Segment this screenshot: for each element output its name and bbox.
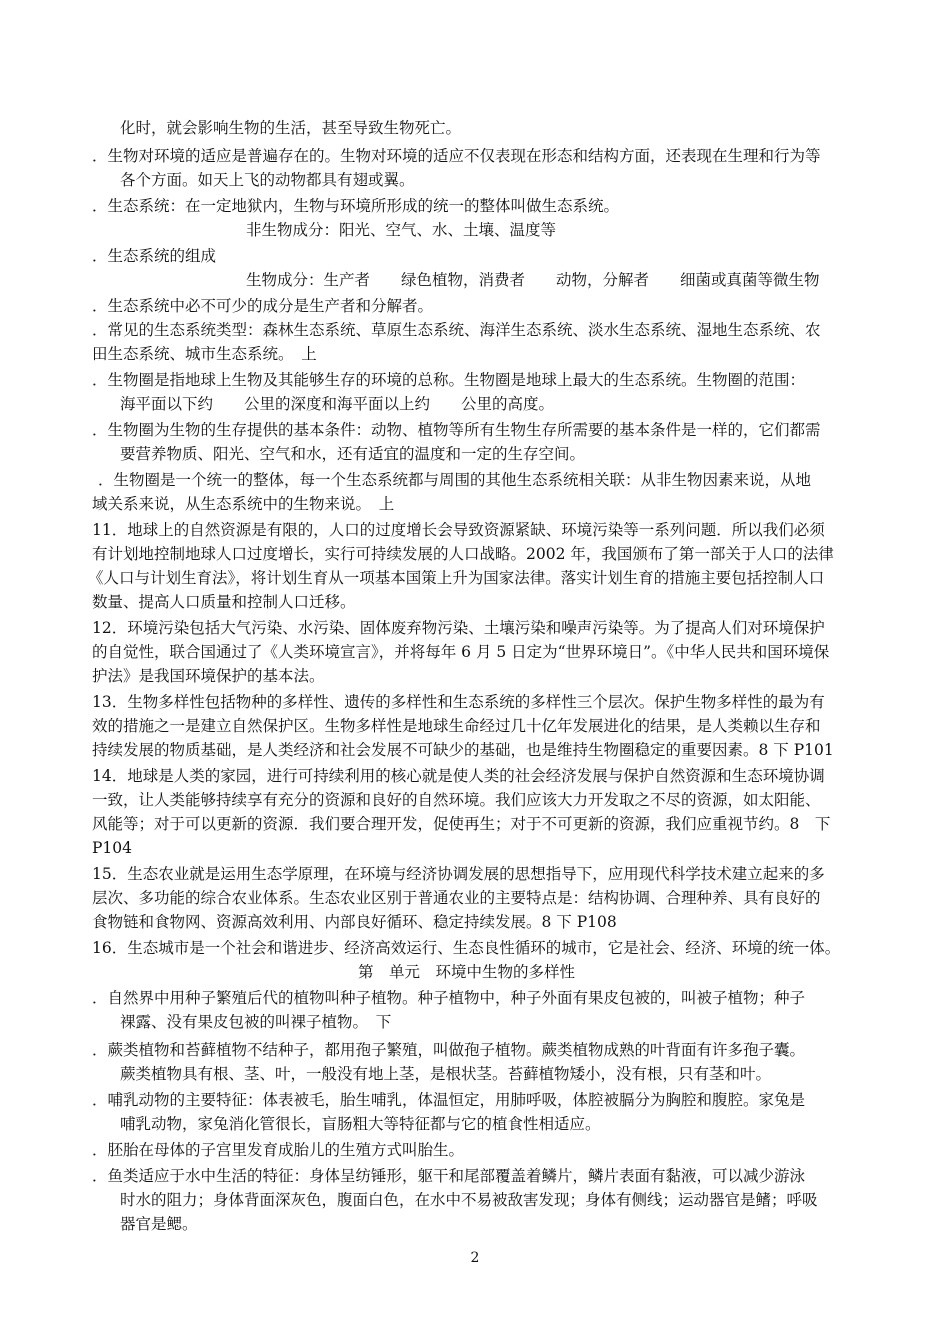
- text-line: 风能等；对于可以更新的资源．我们要合理开发，促使再生；对于不可更新的资源，我们应重视节约。8 下: [92, 815, 831, 833]
- section-heading: 第 单元 环境中生物的多样性: [358, 963, 576, 981]
- text-line: 器官是鳃。: [120, 1215, 198, 1233]
- text-line: ．生物圈是一个统一的整体，每一个生态系统都与周围的其他生态系统相关联：从非生物因素来说，从地: [98, 471, 812, 489]
- text-line: 要营养物质、阳光、空气和水，还有适宜的温度和一定的生存空间。: [120, 445, 586, 463]
- text-line: 域关系来说，从生态系统中的生物来说。 上: [92, 495, 395, 513]
- text-line: ．生态系统中必不可少的成分是生产者和分解者。: [92, 297, 434, 315]
- text-line: 11．地球上的自然资源是有限的，人口的过度增长会导致资源紧缺、环境污染等一系列问题．所以我们必须: [92, 521, 825, 539]
- text-line: 各个方面。如天上飞的动物都具有翅或翼。: [120, 171, 415, 189]
- text-line: 食物链和食物网、资源高效利用、内部良好循环、稳定持续发展。8 下 P108: [92, 913, 617, 931]
- text-line: 有计划地控制地球人口过度增长，实行可持续发展的人口战略。2002 年，我国颁布了第一部关于人口的法律: [92, 545, 834, 563]
- text-line: ．常见的生态系统类型：森林生态系统、草原生态系统、海洋生态系统、淡水生态系统、湿地生态系统、农: [92, 321, 821, 339]
- text-line: 哺乳动物，家兔消化管很长，盲肠粗大等特征都与它的植食性相适应。: [120, 1115, 601, 1133]
- text-line: 效的措施之一是建立自然保护区。生物多样性是地球生命经过几十亿年发展进化的结果，是人类赖以生存和: [92, 717, 821, 735]
- text-line: 14．地球是人类的家园，进行可持续利用的核心就是使人类的社会经济发展与保护自然资源和生态环境协调: [92, 767, 825, 785]
- text-line: 16．生态城市是一个社会和谐进步、经济高效运行、生态良性循环的城市，它是社会、经济、环境的统一体。: [92, 939, 841, 957]
- text-line: 护法》是我国环境保护的基本法。: [92, 667, 325, 685]
- text-line: 15．生态农业就是运用生态学原理，在环境与经济协调发展的思想指导下，应用现代科学技术建立起来的多: [92, 865, 825, 883]
- text-line: ．生态系统的组成: [92, 247, 217, 265]
- text-line: 生物成分：生产者 绿色植物，消费者 动物，分解者 细菌或真菌等微生物: [246, 271, 820, 289]
- text-line: ．生物对环境的适应是普遍存在的。生物对环境的适应不仅表现在形态和结构方面，还表现在生理和行为等: [92, 147, 821, 165]
- text-line: ．鱼类适应于水中生活的特征：身体呈纺锤形，躯干和尾部覆盖着鳞片，鳞片表面有黏液，可以减少游泳: [92, 1167, 806, 1185]
- text-line: 《人口与计划生育法》，将计划生育从一项基本国策上升为国家法律。落实计划生育的措施主要包括控制人口: [88, 569, 825, 587]
- text-line: ．自然界中用种子繁殖后代的植物叫种子植物。种子植物中，种子外面有果皮包被的，叫被子植物；种子: [92, 989, 806, 1007]
- text-line: ．生态系统：在一定地狱内，生物与环境所形成的统一的整体叫做生态系统。: [92, 197, 620, 215]
- text-line: 13．生物多样性包括物种的多样性、遗传的多样性和生态系统的多样性三个层次。保护生物多样性的最为有: [92, 693, 825, 711]
- text-line: ．哺乳动物的主要特征：体表被毛，胎生哺乳，体温恒定，用肺呼吸，体腔被膈分为胸腔和腹腔。家兔是: [92, 1091, 806, 1109]
- text-line: 数量、提高人口质量和控制人口迁移。: [92, 593, 356, 611]
- text-line: P104: [92, 839, 133, 857]
- text-line: 时水的阻力；身体背面深灰色，腹面白色，在水中不易被敌害发现；身体有侧线；运动器官是鳍；呼吸: [120, 1191, 818, 1209]
- text-line: 12．环境污染包括大气污染、水污染、固体废弃物污染、土壤污染和噪声污染等。为了提高人们对环境保护: [92, 619, 825, 637]
- text-line: 蕨类植物具有根、茎、叶，一般没有地上茎，是根状茎。苔藓植物矮小，没有根，只有茎和叶。: [120, 1065, 772, 1083]
- text-line: 裸露、没有果皮包被的叫裸子植物。 下: [120, 1013, 392, 1031]
- text-line: ．生物圈为生物的生存提供的基本条件：动物、植物等所有生物生存所需要的基本条件是一样的，它们都需: [92, 421, 821, 439]
- text-line: 持续发展的物质基础，是人类经济和社会发展不可缺少的基础，也是维持生物圈稳定的重要因素。8 下 P101: [92, 741, 834, 759]
- text-line: 层次、多功能的综合农业体系。生态农业区别于普通农业的主要特点是：结构协调、合理种养、具有良好的: [92, 889, 821, 907]
- text-line: 海平面以下约 公里的深度和海平面以上约 公里的高度。: [120, 395, 555, 413]
- text-line: 田生态系统、城市生态系统。 上: [92, 345, 317, 363]
- text-line: 一致，让人类能够持续享有充分的资源和良好的自然环境。我们应该大力开发取之不尽的资源，如太阳能、: [92, 791, 821, 809]
- text-line: ．胚胎在母体的子宫里发育成胎儿的生殖方式叫胎生。: [92, 1141, 465, 1159]
- text-line: 化时，就会影响生物的生活，甚至导致生物死亡。: [120, 119, 462, 137]
- text-line: 非生物成分：阳光、空气、水、土壤、温度等: [246, 221, 557, 239]
- page-number: 2: [470, 1250, 480, 1266]
- text-line: ．生物圈是指地球上生物及其能够生存的环境的总称。生物圈是地球上最大的生态系统。生物圈的范围：: [92, 371, 806, 389]
- text-line: 的自觉性，联合国通过了《人类环境宣言》，并将每年 6 月 5 日定为“世界环境日”。《中华人民共和国环境保: [92, 643, 830, 661]
- text-line: ．蕨类植物和苔藓植物不结种子，都用孢子繁殖，叫做孢子植物。蕨类植物成熟的叶背面有许多孢子囊。: [92, 1041, 806, 1059]
